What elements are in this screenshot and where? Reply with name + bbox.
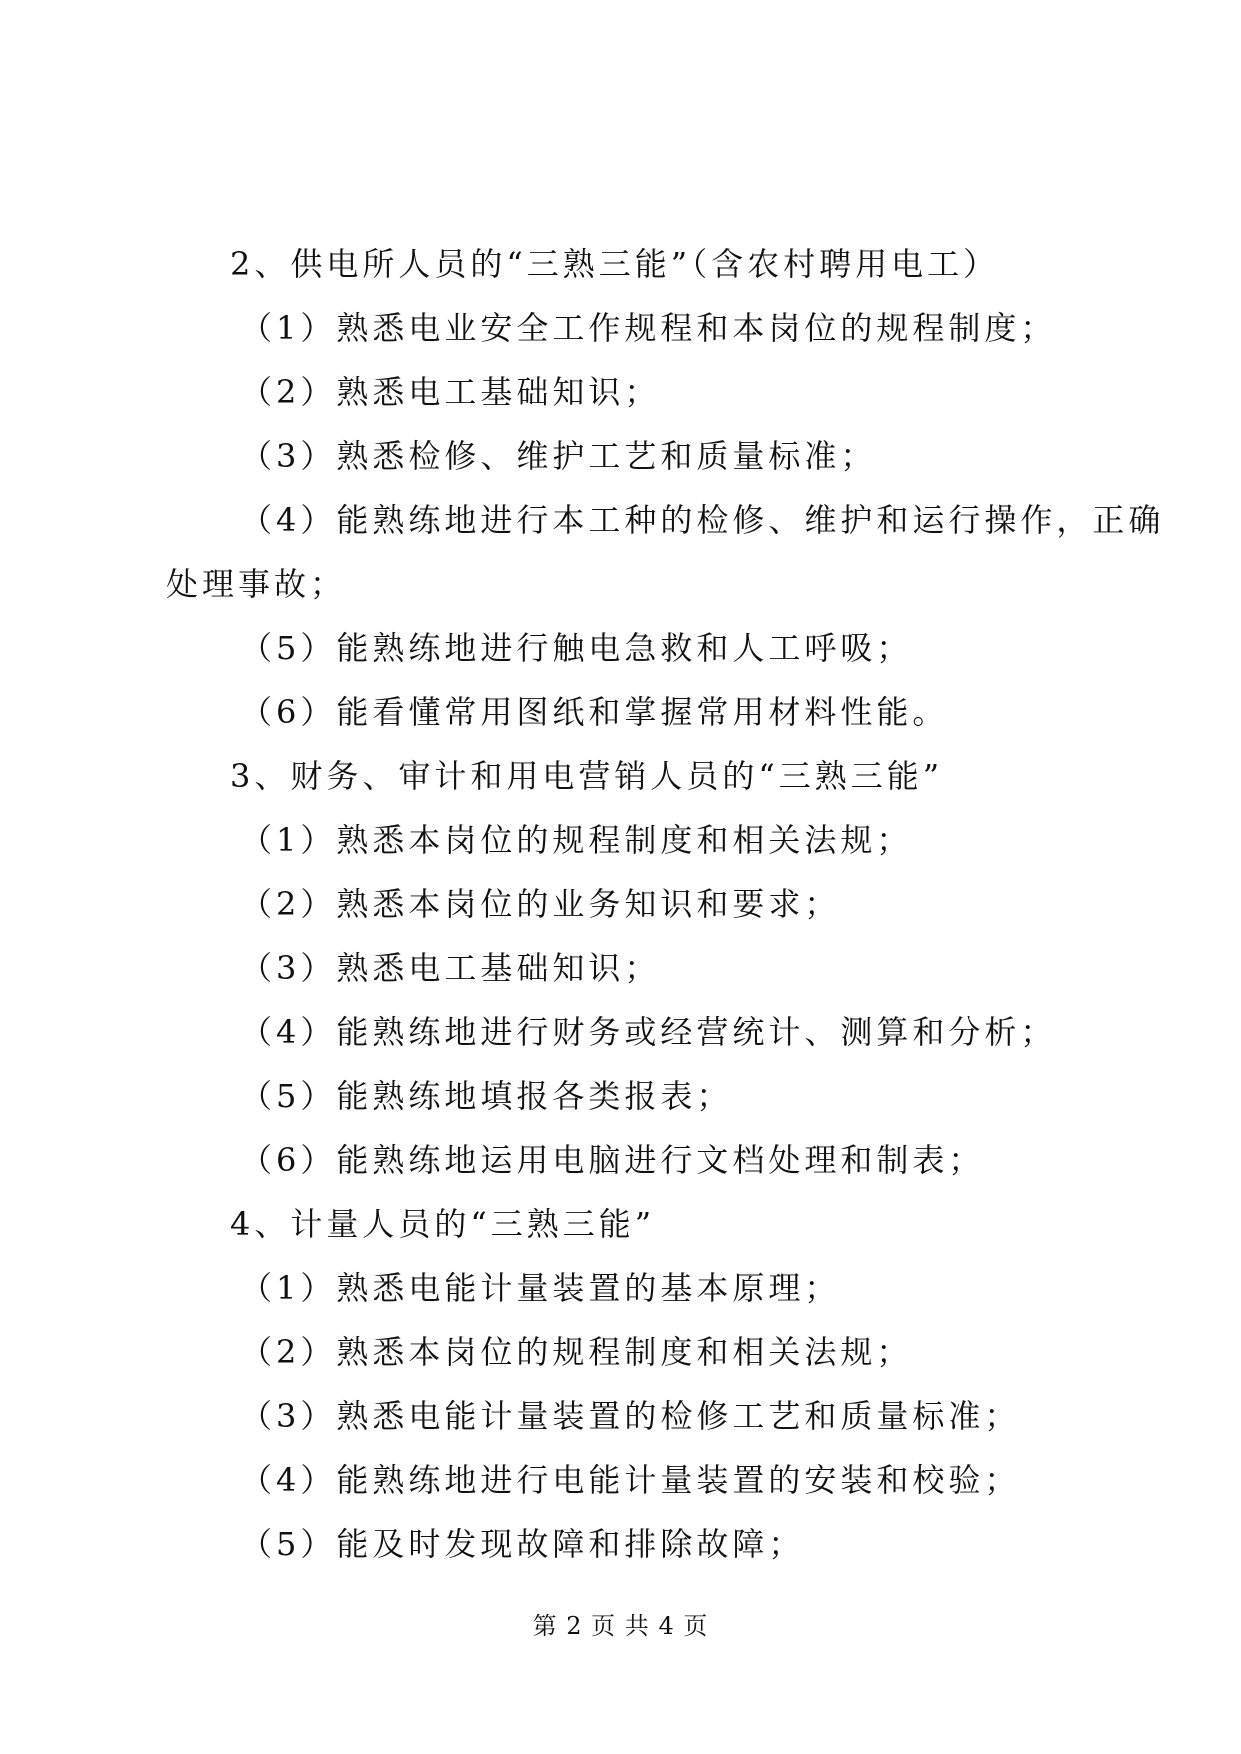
list-item: （3）熟悉电能计量装置的检修工艺和质量标准；: [240, 1397, 1021, 1435]
page-number-footer: 第 2 页 共 4 页: [532, 1612, 709, 1640]
list-item: （5）能熟练地填报各类报表；: [240, 1077, 733, 1115]
list-item: （6）能看懂常用图纸和掌握常用材料性能。: [240, 693, 949, 731]
section-heading: 4、计量人员的“三熟三能”: [230, 1205, 656, 1243]
document-body: [166, 232, 1165, 1576]
list-item-continuation: 处理事故；: [166, 565, 347, 603]
list-item: （1）熟悉电业安全工作规程和本岗位的规程制度；: [240, 309, 1057, 347]
list-item: （4）能熟练地进行本工种的检修、维护和运行操作，正确: [240, 501, 1165, 539]
list-item: （3）熟悉检修、维护工艺和质量标准；: [240, 437, 877, 475]
list-item: （4）能熟练地进行电能计量装置的安装和校验；: [240, 1461, 1021, 1499]
list-item: （3）熟悉电工基础知识；: [240, 949, 661, 987]
list-item: （2）熟悉本岗位的规程制度和相关法规；: [240, 1333, 913, 1371]
list-item: （1）熟悉本岗位的规程制度和相关法规；: [240, 821, 913, 859]
list-item: （5）能及时发现故障和排除故障；: [240, 1525, 805, 1563]
list-item: （2）熟悉本岗位的业务知识和要求；: [240, 885, 841, 923]
list-item: （5）能熟练地进行触电急救和人工呼吸；: [240, 629, 913, 667]
section-heading: 2、供电所人员的“三熟三能”（含农村聘用电工）: [230, 245, 1000, 283]
list-item: （2）熟悉电工基础知识；: [240, 373, 661, 411]
list-item: （1）熟悉电能计量装置的基本原理；: [240, 1269, 841, 1307]
list-item: （4）能熟练地进行财务或经营统计、测算和分析；: [240, 1013, 1057, 1051]
list-item: （6）能熟练地运用电脑进行文档处理和制表；: [240, 1141, 985, 1179]
section-heading: 3、财务、审计和用电营销人员的“三熟三能”: [230, 757, 944, 795]
